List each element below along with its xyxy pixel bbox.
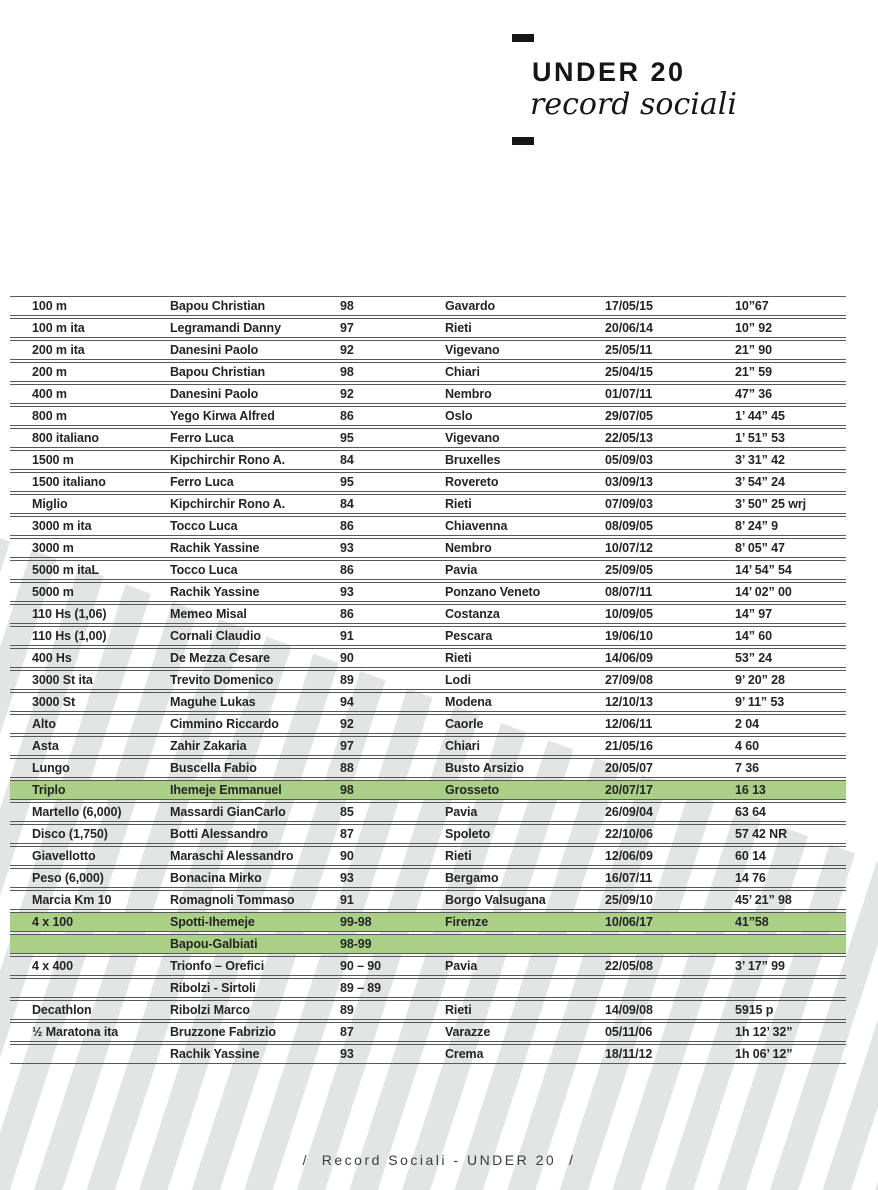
dash-bottom-icon bbox=[512, 137, 534, 145]
cell-year: 90 – 90 bbox=[340, 959, 382, 973]
cell-year: 98 bbox=[340, 299, 354, 313]
table-row bbox=[10, 362, 846, 382]
table-row bbox=[10, 648, 846, 668]
cell-result: 5915 p bbox=[735, 1003, 774, 1017]
cell-result: 3’ 54” 24 bbox=[735, 475, 785, 489]
cell-location: Costanza bbox=[445, 607, 500, 621]
cell-athlete: Ferro Luca bbox=[170, 475, 234, 489]
cell-result: 57 42 NR bbox=[735, 827, 788, 841]
cell-event: 4 x 100 bbox=[32, 915, 74, 929]
cell-year: 87 bbox=[340, 827, 354, 841]
cell-date: 05/11/06 bbox=[605, 1025, 653, 1039]
cell-location: Bergamo bbox=[445, 871, 499, 885]
cell-event: 1500 italiano bbox=[32, 475, 106, 489]
cell-location: Vigevano bbox=[445, 343, 500, 357]
cell-year: 93 bbox=[340, 871, 354, 885]
cell-athlete: Buscella Fabio bbox=[170, 761, 257, 775]
cell-result bbox=[735, 935, 846, 953]
table-row bbox=[10, 1000, 846, 1020]
cell-date: 03/09/13 bbox=[605, 475, 653, 489]
cell-year: 93 bbox=[340, 1047, 354, 1061]
cell-year: 95 bbox=[340, 431, 354, 445]
table-row bbox=[10, 516, 846, 536]
cell-result: 1h 12’ 32” bbox=[735, 1025, 793, 1039]
cell-result: 14’ 54” 54 bbox=[735, 563, 792, 577]
cell-location: Pavia bbox=[445, 959, 478, 973]
table-row bbox=[10, 428, 846, 448]
cell-athlete: De Mezza Cesare bbox=[170, 651, 270, 665]
cell-result: 14’ 02” 00 bbox=[735, 585, 792, 599]
cell-date: 01/07/11 bbox=[605, 387, 653, 401]
cell-location: Grosseto bbox=[445, 783, 500, 797]
cell-year: 86 bbox=[340, 519, 354, 533]
cell-year: 91 bbox=[340, 629, 354, 643]
cell-event: 200 m ita bbox=[32, 343, 85, 357]
cell-athlete: Kipchirchir Rono A. bbox=[170, 497, 286, 511]
cell-athlete: Kipchirchir Rono A. bbox=[170, 453, 286, 467]
cell-athlete: Tocco Luca bbox=[170, 563, 238, 577]
cell-result: 7 36 bbox=[735, 761, 759, 775]
table-row bbox=[10, 560, 846, 580]
cell-date: 22/10/06 bbox=[605, 827, 653, 841]
cell-date: 20/06/14 bbox=[605, 321, 653, 335]
cell-location: Rieti bbox=[445, 497, 472, 511]
cell-athlete: Maguhe Lukas bbox=[170, 695, 256, 709]
table-row bbox=[10, 846, 846, 866]
cell-location: Gavardo bbox=[445, 299, 496, 313]
cell-location: Varazze bbox=[445, 1025, 491, 1039]
cell-result bbox=[735, 979, 846, 997]
cell-year: 89 bbox=[340, 1003, 354, 1017]
cell-year: 98-99 bbox=[340, 937, 372, 951]
cell-year: 93 bbox=[340, 585, 354, 599]
cell-year: 98 bbox=[340, 783, 354, 797]
cell-location bbox=[445, 935, 605, 953]
cell-event: 200 m bbox=[32, 365, 67, 379]
cell-athlete: Bapou Christian bbox=[170, 299, 266, 313]
cell-event: 3000 St bbox=[32, 695, 76, 709]
cell-location: Chiari bbox=[445, 365, 480, 379]
cell-result: 21” 90 bbox=[735, 343, 772, 357]
cell-date: 21/05/16 bbox=[605, 739, 653, 753]
cell-event: Giavellotto bbox=[32, 849, 96, 863]
cell-result: 1’ 44” 45 bbox=[735, 409, 785, 423]
cell-date: 27/09/08 bbox=[605, 673, 653, 687]
cell-location: Nembro bbox=[445, 541, 492, 555]
cell-result: 41”58 bbox=[735, 915, 769, 929]
cell-athlete: Danesini Paolo bbox=[170, 343, 259, 357]
cell-date: 19/06/10 bbox=[605, 629, 653, 643]
cell-athlete: Botti Alessandro bbox=[170, 827, 268, 841]
cell-event: Martello (6,000) bbox=[32, 805, 122, 819]
cell-result: 47” 36 bbox=[735, 387, 772, 401]
table-row bbox=[10, 692, 846, 712]
cell-location: Busto Arsizio bbox=[445, 761, 524, 775]
cell-year: 97 bbox=[340, 321, 354, 335]
table-row bbox=[10, 714, 846, 734]
cell-result: 45’ 21” 98 bbox=[735, 893, 792, 907]
cell-date bbox=[605, 935, 735, 953]
cell-athlete: Cimmino Riccardo bbox=[170, 717, 279, 731]
cell-result: 8’ 24” 9 bbox=[735, 519, 778, 533]
cell-event bbox=[32, 1045, 170, 1063]
cell-athlete: Bruzzone Fabrizio bbox=[170, 1025, 276, 1039]
cell-athlete: Massardi GianCarlo bbox=[170, 805, 286, 819]
cell-event: Marcia Km 10 bbox=[32, 893, 112, 907]
table-row bbox=[10, 384, 846, 404]
cell-location: Rieti bbox=[445, 849, 472, 863]
cell-year: 86 bbox=[340, 607, 354, 621]
cell-date: 18/11/12 bbox=[605, 1047, 653, 1061]
cell-athlete: Spotti-Ihemeje bbox=[170, 915, 255, 929]
dash-top-icon bbox=[512, 34, 534, 42]
table-row bbox=[10, 472, 846, 492]
cell-event: 1500 m bbox=[32, 453, 74, 467]
table-row bbox=[10, 1044, 846, 1064]
cell-year: 85 bbox=[340, 805, 354, 819]
cell-date: 25/09/05 bbox=[605, 563, 653, 577]
cell-location: Vigevano bbox=[445, 431, 500, 445]
cell-location: Chiavenna bbox=[445, 519, 508, 533]
cell-athlete: Yego Kirwa Alfred bbox=[170, 409, 275, 423]
table-row bbox=[10, 736, 846, 756]
cell-result: 2 04 bbox=[735, 717, 759, 731]
cell-date: 25/04/15 bbox=[605, 365, 653, 379]
cell-location: Crema bbox=[445, 1047, 484, 1061]
table-row bbox=[10, 934, 846, 954]
cell-event: 3000 m ita bbox=[32, 519, 92, 533]
cell-athlete: Danesini Paolo bbox=[170, 387, 259, 401]
cell-result: 63 64 bbox=[735, 805, 766, 819]
cell-location bbox=[445, 979, 605, 997]
cell-result: 14” 97 bbox=[735, 607, 772, 621]
cell-athlete: Trionfo – Orefici bbox=[170, 959, 265, 973]
cell-location: Pavia bbox=[445, 563, 478, 577]
cell-date: 10/06/17 bbox=[605, 915, 653, 929]
cell-date: 22/05/08 bbox=[605, 959, 653, 973]
cell-year: 99-98 bbox=[340, 915, 372, 929]
cell-year: 89 bbox=[340, 673, 354, 687]
cell-location: Firenze bbox=[445, 915, 489, 929]
records-table bbox=[10, 296, 846, 1066]
cell-event: 5000 m bbox=[32, 585, 74, 599]
cell-event: 3000 m bbox=[32, 541, 74, 555]
cell-location: Chiari bbox=[445, 739, 480, 753]
cell-event: Miglio bbox=[32, 497, 68, 511]
cell-year: 84 bbox=[340, 453, 354, 467]
cell-result: 16 13 bbox=[735, 783, 766, 797]
cell-result: 53” 24 bbox=[735, 651, 772, 665]
cell-location: Rieti bbox=[445, 1003, 472, 1017]
cell-result: 3’ 17” 99 bbox=[735, 959, 785, 973]
cell-date: 16/07/11 bbox=[605, 871, 653, 885]
table-row bbox=[10, 802, 846, 822]
cell-location: Rieti bbox=[445, 651, 472, 665]
table-row bbox=[10, 406, 846, 426]
cell-athlete: Rachik Yassine bbox=[170, 541, 260, 555]
cell-athlete: Bapou-Galbiati bbox=[170, 937, 258, 951]
table-row bbox=[10, 758, 846, 778]
table-row bbox=[10, 318, 846, 338]
cell-date: 12/10/13 bbox=[605, 695, 653, 709]
cell-date: 10/09/05 bbox=[605, 607, 653, 621]
cell-date: 12/06/11 bbox=[605, 717, 653, 731]
cell-athlete: Zahir Zakaria bbox=[170, 739, 247, 753]
table-row bbox=[10, 912, 846, 932]
cell-athlete: Memeo Misal bbox=[170, 607, 247, 621]
cell-date: 20/05/07 bbox=[605, 761, 653, 775]
page-title: UNDER 20 bbox=[532, 57, 686, 87]
cell-date: 14/06/09 bbox=[605, 651, 653, 665]
cell-event: Decathlon bbox=[32, 1003, 92, 1017]
cell-location: Ponzano Veneto bbox=[445, 585, 541, 599]
cell-result: 14” 60 bbox=[735, 629, 772, 643]
cell-athlete: Tocco Luca bbox=[170, 519, 238, 533]
cell-year: 94 bbox=[340, 695, 354, 709]
cell-result: 60 14 bbox=[735, 849, 766, 863]
cell-year: 84 bbox=[340, 497, 354, 511]
cell-date: 26/09/04 bbox=[605, 805, 653, 819]
cell-result: 21” 59 bbox=[735, 365, 772, 379]
cell-athlete: Maraschi Alessandro bbox=[170, 849, 294, 863]
cell-athlete: Romagnoli Tommaso bbox=[170, 893, 295, 907]
cell-year: 89 – 89 bbox=[340, 981, 382, 995]
cell-result: 1’ 51” 53 bbox=[735, 431, 785, 445]
cell-date: 05/09/03 bbox=[605, 453, 653, 467]
cell-result: 3’ 50” 25 wrj bbox=[735, 497, 806, 511]
cell-location: Borgo Valsugana bbox=[445, 893, 546, 907]
cell-year: 92 bbox=[340, 717, 354, 731]
cell-athlete: Ribolzi - Sirtoli bbox=[170, 981, 256, 995]
cell-location: Rieti bbox=[445, 321, 472, 335]
cell-date: 08/07/11 bbox=[605, 585, 653, 599]
cell-year: 93 bbox=[340, 541, 354, 555]
cell-result: 4 60 bbox=[735, 739, 759, 753]
table-row bbox=[10, 296, 846, 316]
cell-event: 400 Hs bbox=[32, 651, 72, 665]
table-row bbox=[10, 494, 846, 514]
cell-result: 10” 92 bbox=[735, 321, 772, 335]
table-row bbox=[10, 978, 846, 998]
cell-location: Pescara bbox=[445, 629, 493, 643]
table-row bbox=[10, 780, 846, 800]
cell-date: 12/06/09 bbox=[605, 849, 653, 863]
cell-event: 110 Hs (1,00) bbox=[32, 629, 107, 643]
table-row bbox=[10, 890, 846, 910]
page-header bbox=[512, 34, 737, 145]
cell-event bbox=[32, 935, 170, 953]
cell-event: Disco (1,750) bbox=[32, 827, 108, 841]
cell-date: 25/09/10 bbox=[605, 893, 653, 907]
cell-location: Modena bbox=[445, 695, 492, 709]
cell-event: 800 italiano bbox=[32, 431, 99, 445]
cell-event: 800 m bbox=[32, 409, 67, 423]
cell-event: Alto bbox=[32, 717, 56, 731]
cell-event: 100 m ita bbox=[32, 321, 85, 335]
table-row bbox=[10, 582, 846, 602]
cell-date: 14/09/08 bbox=[605, 1003, 653, 1017]
cell-result: 9’ 11” 53 bbox=[735, 695, 785, 709]
cell-athlete: Trevito Domenico bbox=[170, 673, 274, 687]
cell-event bbox=[32, 979, 170, 997]
cell-date: 25/05/11 bbox=[605, 343, 653, 357]
cell-date: 17/05/15 bbox=[605, 299, 653, 313]
cell-date bbox=[605, 979, 735, 997]
cell-athlete: Rachik Yassine bbox=[170, 585, 260, 599]
cell-event: Lungo bbox=[32, 761, 70, 775]
page-footer: / Record Sociali - UNDER 20 / bbox=[302, 1152, 576, 1168]
cell-year: 97 bbox=[340, 739, 354, 753]
cell-event: 3000 St ita bbox=[32, 673, 93, 687]
cell-year: 92 bbox=[340, 343, 354, 357]
cell-event: 5000 m itaL bbox=[32, 563, 99, 577]
cell-event: Asta bbox=[32, 739, 59, 753]
cell-year: 90 bbox=[340, 651, 354, 665]
cell-location: Spoleto bbox=[445, 827, 491, 841]
cell-year: 95 bbox=[340, 475, 354, 489]
cell-event: Triplo bbox=[32, 783, 66, 797]
cell-result: 9’ 20” 28 bbox=[735, 673, 785, 687]
cell-location: Pavia bbox=[445, 805, 478, 819]
cell-date: 08/09/05 bbox=[605, 519, 653, 533]
cell-date: 10/07/12 bbox=[605, 541, 653, 555]
cell-location: Bruxelles bbox=[445, 453, 501, 467]
table-row bbox=[10, 824, 846, 844]
cell-location: Rovereto bbox=[445, 475, 499, 489]
cell-date: 29/07/05 bbox=[605, 409, 653, 423]
cell-event: 110 Hs (1,06) bbox=[32, 607, 107, 621]
cell-location: Nembro bbox=[445, 387, 492, 401]
table-row bbox=[10, 670, 846, 690]
cell-athlete: Rachik Yassine bbox=[170, 1047, 260, 1061]
cell-result: 8’ 05” 47 bbox=[735, 541, 785, 555]
cell-athlete: Bapou Christian bbox=[170, 365, 266, 379]
cell-year: 98 bbox=[340, 365, 354, 379]
cell-date: 20/07/17 bbox=[605, 783, 653, 797]
cell-athlete: Ribolzi Marco bbox=[170, 1003, 250, 1017]
cell-year: 86 bbox=[340, 409, 354, 423]
table-row bbox=[10, 956, 846, 976]
cell-result: 1h 06’ 12” bbox=[735, 1047, 793, 1061]
cell-date: 22/05/13 bbox=[605, 431, 653, 445]
cell-athlete: Ferro Luca bbox=[170, 431, 234, 445]
cell-event: 400 m bbox=[32, 387, 67, 401]
cell-year: 90 bbox=[340, 849, 354, 863]
cell-year: 91 bbox=[340, 893, 354, 907]
cell-athlete: Ihemeje Emmanuel bbox=[170, 783, 282, 797]
cell-result: 10”67 bbox=[735, 299, 769, 313]
table-row bbox=[10, 450, 846, 470]
cell-event: Peso (6,000) bbox=[32, 871, 104, 885]
cell-year: 92 bbox=[340, 387, 354, 401]
table-row bbox=[10, 868, 846, 888]
table-row bbox=[10, 626, 846, 646]
cell-location: Lodi bbox=[445, 673, 471, 687]
cell-year: 86 bbox=[340, 563, 354, 577]
cell-athlete: Bonacina Mirko bbox=[170, 871, 262, 885]
cell-result: 14 76 bbox=[735, 871, 766, 885]
table-row bbox=[10, 538, 846, 558]
cell-year: 88 bbox=[340, 761, 354, 775]
cell-result: 3’ 31” 42 bbox=[735, 453, 785, 467]
table-row bbox=[10, 604, 846, 624]
cell-date: 07/09/03 bbox=[605, 497, 653, 511]
table-row bbox=[10, 340, 846, 360]
cell-event: 4 x 400 bbox=[32, 959, 74, 973]
cell-event: 100 m bbox=[32, 299, 67, 313]
cell-year: 87 bbox=[340, 1025, 354, 1039]
cell-athlete: Cornali Claudio bbox=[170, 629, 261, 643]
cell-location: Caorle bbox=[445, 717, 484, 731]
page-subtitle: record sociali bbox=[530, 87, 737, 122]
cell-location: Oslo bbox=[445, 409, 473, 423]
cell-event: ½ Maratona ita bbox=[32, 1025, 119, 1039]
cell-athlete: Legramandi Danny bbox=[170, 321, 281, 335]
table-row bbox=[10, 1022, 846, 1042]
